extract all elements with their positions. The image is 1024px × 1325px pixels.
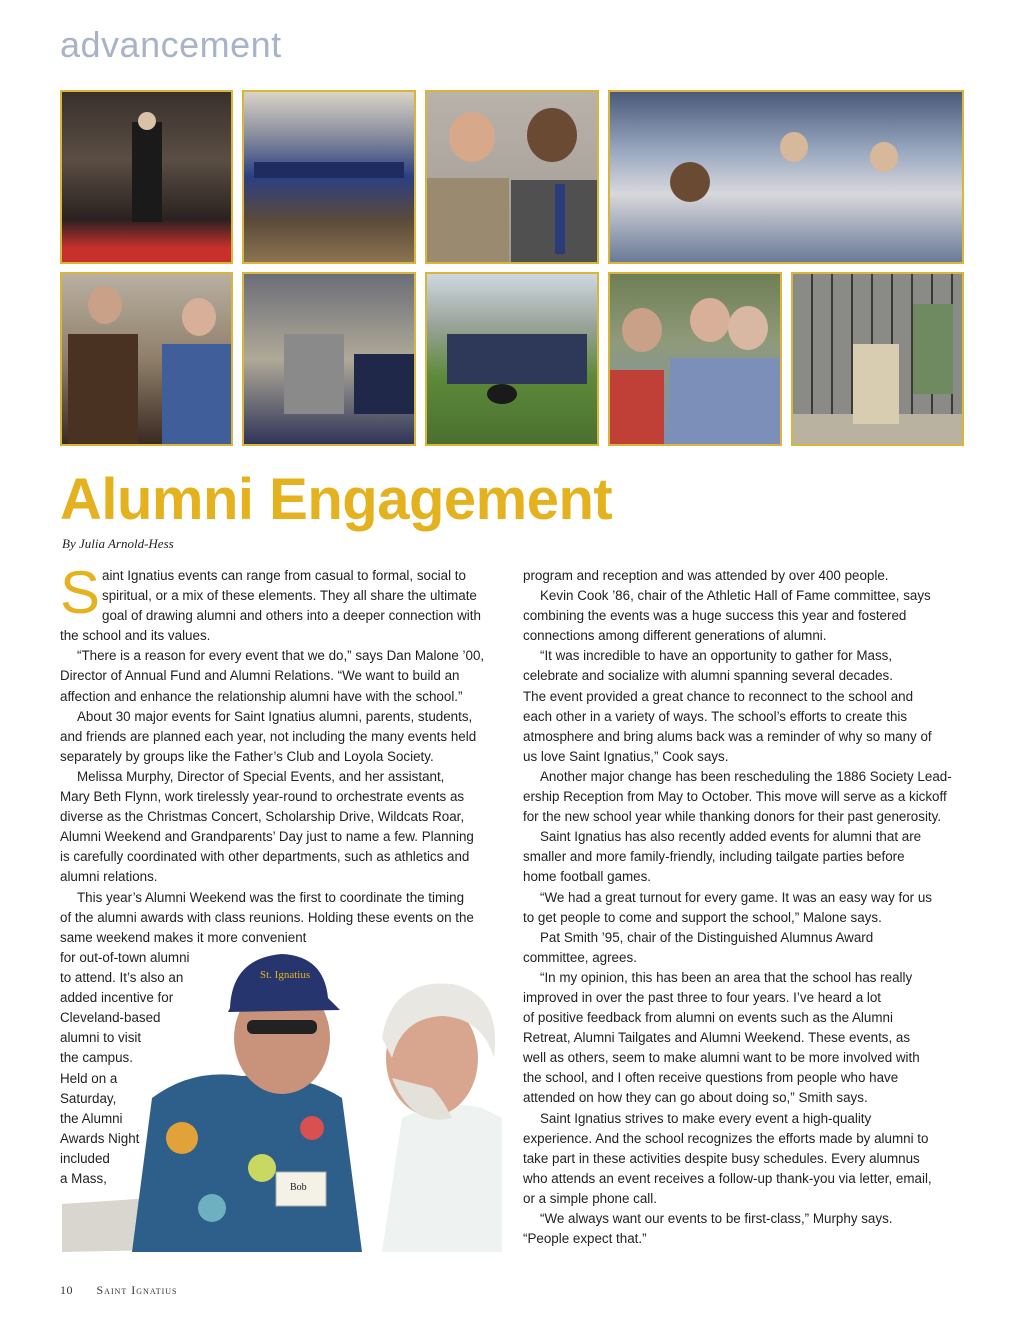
article-line: This year’s Alumni Weekend was the first to coordinate the timing: [77, 889, 465, 905]
article-line: home football games.: [523, 869, 652, 885]
article-line: Director of Annual Fund and Alumni Relations. “We want to build an: [60, 668, 460, 684]
photo-dinner-tables: [242, 272, 416, 446]
photo-tailgate-grill: [425, 272, 599, 446]
article-line: of the alumni awards with class reunions. Holding these events on the: [60, 909, 474, 925]
article-line: “It was incredible to have an opportunity to gather for Mass,: [540, 648, 893, 664]
article-line: “We always want our events to be first-class,” Murphy says.: [540, 1211, 893, 1226]
article-line: the school and its values.: [60, 628, 211, 644]
article-line: alumni to visit: [60, 1030, 142, 1046]
article-line: Mary Beth Flynn, work tirelessly year-round to orchestrate events as: [60, 789, 465, 805]
article-line: attended on how they can go about doing so,” Smith says.: [523, 1090, 868, 1106]
article-column-left: [60, 566, 492, 948]
photo-class-photos-wall: [791, 272, 964, 446]
page-footer: [60, 1283, 178, 1298]
headline: Alumni Engagement: [60, 467, 613, 532]
article-line: Held on a: [60, 1070, 118, 1086]
article-line: Saturday,: [60, 1090, 117, 1106]
article-line: About 30 major events for Saint Ignatius alumni, parents, students,: [77, 708, 473, 724]
article-line: a Mass,: [60, 1171, 107, 1187]
article-line: of positive feedback from alumni on events such as the Alumni: [523, 1010, 893, 1026]
article-line: program and reception and was attended by over 400 people.: [523, 568, 889, 583]
article-line: is carefully coordinated with other departments, such as athletics and: [60, 849, 470, 865]
article-line: affection and enhance the relationship alumni have with the school.”: [60, 688, 463, 704]
article-line: committee, agrees.: [523, 949, 637, 965]
article-line: who attends an event receives a follow-up thank-you via letter, email,: [523, 1170, 932, 1186]
article-line: “In my opinion, this has been an area that the school has really: [540, 969, 913, 985]
article-line: Retreat, Alumni Tailgates and Alumni Weekend. These events, as: [523, 1030, 911, 1046]
photo-alumni-laughing: [60, 272, 233, 446]
article-line: well as others, seem to make alumni want to be more involved with: [523, 1050, 920, 1066]
byline: By Julia Arnold-Hess: [62, 536, 174, 551]
white-shirt: [382, 1105, 502, 1252]
article-line: take part in these activities despite busy schedules. Every alumnus: [523, 1150, 920, 1166]
sunglasses: [247, 1020, 317, 1034]
article-line: Saint Ignatius strives to make every event a high-quality: [540, 1110, 872, 1126]
article-line: separately by groups like the Father’s Club and Loyola Society.: [60, 748, 434, 764]
publication-name: Saint Ignatius: [96, 1283, 178, 1297]
article-line: “People expect that.”: [523, 1231, 647, 1247]
article-line: each other in a variety of ways. The school’s efforts to create this: [523, 708, 908, 724]
article-line: alumni relations.: [60, 869, 158, 885]
article-line: spiritual, or a mix of these elements. They all share the ultimate: [102, 588, 477, 604]
article-line: to attend. It’s also an: [60, 970, 184, 986]
article-line: “We had a great turnout for every game. It was an easy way for us: [540, 889, 932, 905]
article-line: for out-of-town alumni: [60, 950, 190, 965]
article-line: us love Saint Ignatius,” Cook says.: [523, 748, 729, 764]
page-number: 10: [60, 1283, 73, 1297]
photo-grid: [60, 90, 964, 446]
article-line: for the new school year while thanking donors for their past generosity.: [523, 809, 942, 825]
article-line: diverse as the Christmas Concert, Scholarship Drive, Wildcats Roar,: [60, 809, 465, 825]
article-line: ership Reception from May to October. This move will serve as a kickoff: [523, 789, 947, 805]
article-line: same weekend makes it more convenient: [60, 929, 307, 945]
article-line: the Alumni: [60, 1110, 123, 1126]
photo-group-selfie: [608, 90, 964, 264]
article-line: aint Ignatius events can range from casual to formal, social to: [102, 568, 466, 583]
article-line: The event provided a great chance to reconnect to the school and: [523, 688, 914, 704]
article-line: experience. And the school recognizes the efforts made by alumni to: [523, 1130, 929, 1146]
baseball-cap: [228, 954, 340, 1012]
name-tag-text: Bob: [290, 1182, 307, 1193]
article-line: or a simple phone call.: [523, 1190, 657, 1206]
article-line: Pat Smith ’95, chair of the Distinguished Alumnus Award: [540, 929, 874, 945]
article-line: goal of drawing alumni and others into a deeper connection with: [102, 608, 481, 624]
article-line: Awards Night: [60, 1130, 140, 1146]
article-line: added incentive for: [60, 990, 174, 1006]
photo-gym-banquet: [242, 90, 416, 264]
article-line: Melissa Murphy, Director of Special Events, and her assistant,: [77, 768, 445, 784]
article-line: connections among different generations of alumni.: [523, 628, 827, 644]
article-line: the school, and I often receive questions from people who have: [523, 1070, 899, 1086]
photo-men-chatting: [608, 272, 782, 446]
article-line: improved in over the past three to four years. I’ve heard a lot: [523, 989, 882, 1005]
article-column-left-wrap: [60, 948, 200, 1189]
article-line: combining the events was a huge success this year and fostered: [523, 608, 907, 624]
article-line: Saint Ignatius has also recently added events for alumni that are: [540, 829, 922, 845]
photo-choir-concert: [60, 90, 233, 264]
article-line: “There is a reason for every event that we do,” says Dan Malone ’00,: [77, 648, 485, 664]
article-line: included: [60, 1150, 110, 1166]
article-line: Alumni Weekend and Grandparents’ Day just to name a few. Planning: [60, 829, 474, 845]
drop-cap: S: [60, 559, 101, 626]
photo-two-men-portrait: [425, 90, 599, 264]
article-line: and friends are planned each year, not including the many events held: [60, 728, 477, 744]
article-column-right: [523, 566, 965, 1249]
article-line: Another major change has been rescheduling the 1886 Society Lead-: [540, 768, 952, 784]
article-line: atmosphere and bring alums back was a reminder of why so many of: [523, 728, 932, 744]
article-line: the campus.: [60, 1050, 133, 1066]
section-label: advancement: [60, 24, 282, 65]
article-line: to get people to come and support the school,” Malone says.: [523, 909, 882, 925]
article-line: smaller and more family-friendly, including tailgate parties before: [523, 849, 905, 865]
cap-text: St. Ignatius: [260, 969, 311, 981]
article-line: Cleveland-based: [60, 1010, 161, 1026]
article-line: celebrate and socialize with alumni spanning several decades.: [523, 668, 893, 684]
article-line: Kevin Cook ’86, chair of the Athletic Hall of Fame committee, says: [540, 588, 931, 604]
